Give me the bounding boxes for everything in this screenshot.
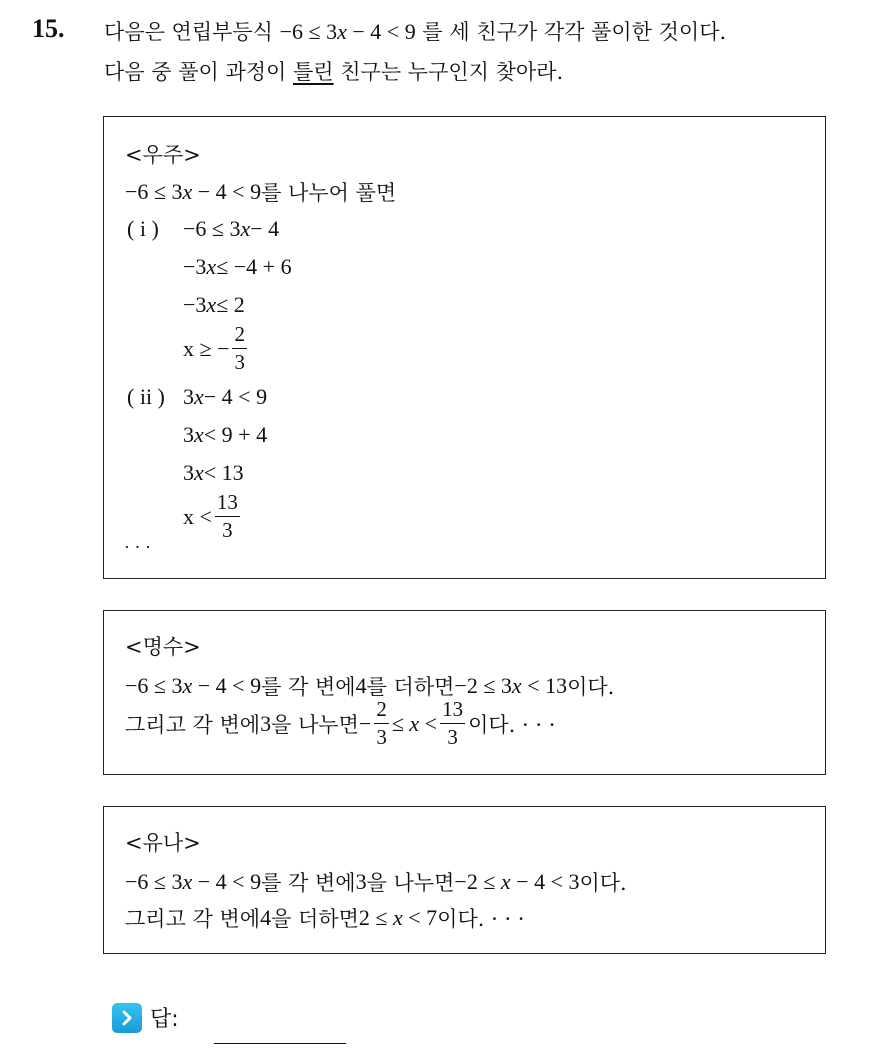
numerator: 2 xyxy=(232,324,247,349)
solution-text: 을 더하면 xyxy=(271,907,359,931)
solution-text: 그리고 각 변에 xyxy=(125,712,261,737)
result-prefix: x < xyxy=(183,503,212,529)
solution-text: 을 나누면 xyxy=(271,712,359,737)
inequality-middle: ≤ x < xyxy=(391,710,438,736)
inequality: −6 ≤ 3x − 4 < 9 xyxy=(125,673,262,698)
inequality: −2 ≤ 3x < 13 xyxy=(454,673,568,698)
number: 4 xyxy=(260,905,272,930)
question-line-2 xyxy=(104,56,563,86)
step-result xyxy=(183,492,243,541)
case-label-1: ( i ) xyxy=(127,216,159,241)
solution-text: 를 나누어 풀면 xyxy=(261,181,397,205)
solution-text: 이다. xyxy=(579,871,627,895)
solution-text: 를 각 변에 xyxy=(261,675,356,699)
solution-text: 를 각 변에 xyxy=(261,871,356,895)
answer-blank[interactable] xyxy=(214,1043,346,1044)
fraction xyxy=(374,699,389,748)
minus-sign: − xyxy=(358,710,372,736)
inequality: 2 ≤ x < 7 xyxy=(358,905,438,930)
solution-box-yuna xyxy=(103,806,826,954)
solution-text: 이다. xyxy=(567,675,615,699)
inequality: −6 ≤ 3x − 4 < 9 xyxy=(279,19,416,44)
denominator: 3 xyxy=(447,725,458,749)
solver-name: <우주> xyxy=(125,143,201,167)
numerator: 13 xyxy=(440,699,465,724)
ellipsis: · · · xyxy=(124,537,151,557)
fraction xyxy=(440,699,465,748)
inequality: −2 ≤ x − 4 < 3 xyxy=(454,869,580,894)
fraction xyxy=(215,492,240,541)
inequality: −6 ≤ 3x − 4 < 9 xyxy=(125,869,262,894)
numerator: 13 xyxy=(215,492,240,517)
solution-line-1 xyxy=(125,867,627,897)
solver-name: <명수> xyxy=(125,635,201,659)
result-prefix: x ≥ − xyxy=(183,335,230,361)
chevron-right-icon xyxy=(112,1003,142,1033)
question-text: 를 세 친구가 각각 풀이한 것이다. xyxy=(415,20,727,44)
step-line: −3 x ≤ −4 + 6 xyxy=(183,254,292,279)
fraction xyxy=(232,324,247,373)
underlined-word: 틀린 xyxy=(293,60,334,84)
question-text: 친구는 누구인지 찾아라. xyxy=(333,60,564,84)
number: 3 xyxy=(355,869,367,894)
step-line: 3 x − 4 < 9 xyxy=(183,384,268,409)
question-line-1 xyxy=(104,16,726,46)
step-line: −3 x ≤ 2 xyxy=(183,292,245,317)
solution-intro xyxy=(125,177,396,207)
solution-box-wooju xyxy=(103,116,826,579)
solution-box-myeongsu xyxy=(103,610,826,775)
case-label-2: ( ii ) xyxy=(127,384,165,409)
solution-line-2 xyxy=(125,699,555,748)
solution-text: 그리고 각 변에 xyxy=(125,907,261,931)
denominator: 3 xyxy=(222,518,233,542)
denominator: 3 xyxy=(234,350,245,374)
solution-text: 이다. · · · xyxy=(437,907,525,931)
solution-line-1 xyxy=(125,671,614,701)
inequality: −6 ≤ 3x − 4 < 9 xyxy=(125,179,262,204)
solver-name: <유나> xyxy=(125,831,201,855)
number: 3 xyxy=(260,710,272,736)
denominator: 3 xyxy=(376,725,387,749)
step-line: 3 x < 13 xyxy=(183,460,244,485)
question-number: 15. xyxy=(32,14,65,43)
step-line: 3 x < 9 + 4 xyxy=(183,422,268,447)
solution-text: 을 나누면 xyxy=(366,871,455,895)
answer-row xyxy=(112,1002,179,1033)
step-line: −6 ≤ 3 x − 4 xyxy=(183,216,280,241)
numerator: 2 xyxy=(374,699,389,724)
question-text: 다음은 연립부등식 xyxy=(104,20,280,44)
step-result xyxy=(183,324,250,373)
solution-text: 이다. · · · xyxy=(468,712,556,737)
solution-text: 를 더하면 xyxy=(366,675,455,699)
solution-line-2 xyxy=(125,903,524,933)
answer-label: 답: xyxy=(150,1007,179,1032)
number: 4 xyxy=(355,673,367,698)
question-text: 다음 중 풀이 과정이 xyxy=(104,60,293,84)
